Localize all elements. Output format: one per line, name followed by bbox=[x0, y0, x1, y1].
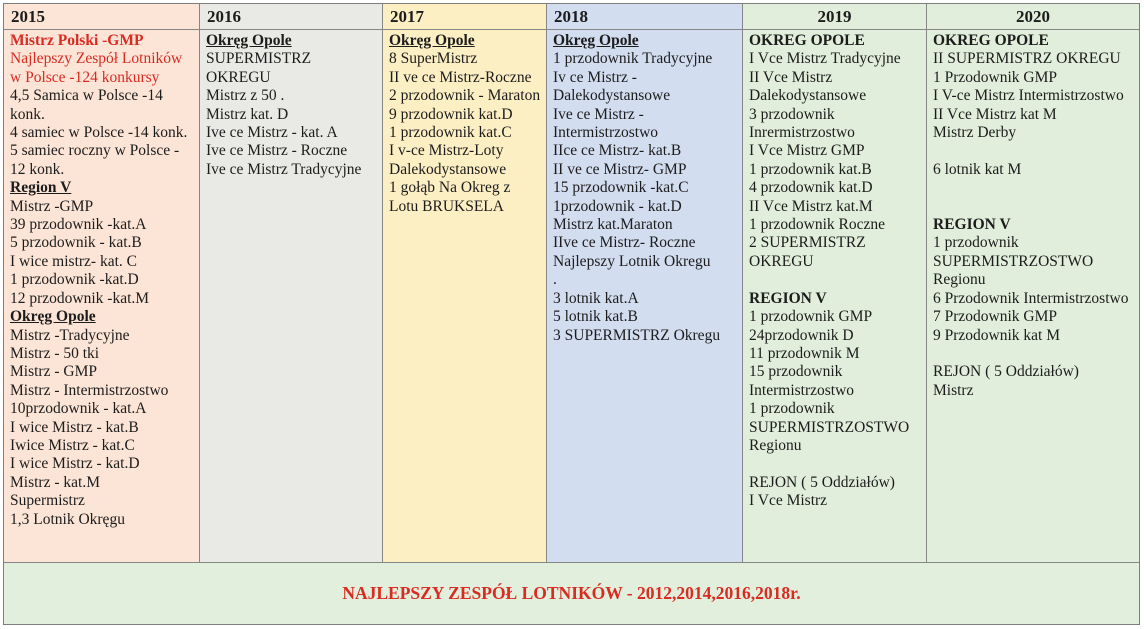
result-line: Okręg Opole bbox=[553, 32, 639, 49]
year-header-2020: 2020 bbox=[927, 4, 1139, 30]
year-column-2018 bbox=[547, 4, 743, 562]
result-line: Mistrz Derby bbox=[933, 124, 1017, 142]
result-line: Iv ce Mistrz - Dalekodystansowe bbox=[553, 68, 671, 105]
result-line bbox=[933, 198, 1135, 216]
result-line: Mistrz Polski -GMP bbox=[10, 32, 144, 49]
result-line: 7 Przodownik GMP bbox=[933, 308, 1058, 326]
result-line: 4 samiec w Polsce -14 konk. bbox=[10, 124, 188, 142]
result-line: 9 przodownik kat.D bbox=[389, 105, 513, 123]
year-columns-row bbox=[4, 4, 1139, 562]
result-line bbox=[933, 142, 1135, 160]
result-line: 1 przodownik Tradycyjne bbox=[553, 50, 713, 68]
result-line: 3 przodownik Inrermistrzostwo bbox=[749, 105, 855, 142]
year-column-2015 bbox=[4, 4, 200, 562]
result-line: 12 przodownik -kat.M bbox=[10, 289, 150, 307]
result-line: 2 SUPERMISTRZ OKREGU bbox=[749, 234, 866, 270]
result-line: Mistrz kat. D bbox=[206, 105, 289, 123]
footer-row bbox=[4, 562, 1139, 624]
year-column-2020 bbox=[927, 4, 1139, 562]
result-line: I v-ce Mistrz-Loty Dalekodystansowe bbox=[389, 142, 507, 178]
result-line: I wice mistrz- kat. C bbox=[10, 252, 137, 270]
result-line: 1 przodownik GMP bbox=[749, 308, 873, 326]
result-line: 39 przodownik -kat.A bbox=[10, 216, 147, 234]
result-line: 9 Przodownik kat M bbox=[933, 326, 1061, 344]
result-line: Ive ce Mistrz Tradycyjne bbox=[206, 160, 362, 178]
year-results-2015 bbox=[4, 30, 199, 531]
result-line: 6 Przodownik Intermistrzostwo bbox=[933, 289, 1129, 307]
result-line: 3 lotnik kat.A bbox=[553, 289, 639, 307]
year-column-2017 bbox=[383, 4, 547, 562]
year-results-2019 bbox=[743, 30, 926, 513]
year-header-2019: 2019 bbox=[743, 4, 926, 30]
year-results-2020 bbox=[927, 30, 1139, 402]
result-line: Mistrz z 50 . bbox=[206, 87, 285, 105]
result-line: I wice Mistrz - kat.B bbox=[10, 418, 139, 436]
result-line: I V-ce Mistrz Intermistrzostwo bbox=[933, 87, 1124, 105]
result-line: 2 przodownik - Maraton bbox=[389, 87, 541, 105]
footer-highlight-text: NAJLEPSZY ZESPÓŁ LOTNIKÓW - 2012,2014,2016,2018r. bbox=[342, 583, 801, 603]
result-line: Mistrz - 50 tki bbox=[10, 344, 100, 362]
result-line: I Vce Mistrz Tradycyjne bbox=[749, 50, 901, 68]
result-line: 1przodownik - kat.D bbox=[553, 197, 682, 215]
year-header-2015: 2015 bbox=[4, 4, 199, 30]
result-line: REJON ( 5 Oddziałów) bbox=[749, 473, 895, 491]
result-line: Ive ce Mistrz - kat. A bbox=[206, 124, 338, 142]
result-line: Ive ce Mistrz - Roczne bbox=[206, 142, 348, 160]
result-line bbox=[933, 345, 1135, 363]
result-line: 5 lotnik kat.B bbox=[553, 308, 638, 326]
result-line: 15 przodownik Intermistrzostwo bbox=[749, 363, 855, 399]
result-line: 4,5 Samica w Polsce -14 konk. bbox=[10, 87, 163, 123]
result-line: Region V bbox=[10, 179, 72, 197]
result-line: REGION V bbox=[749, 289, 827, 307]
year-results-2017 bbox=[383, 30, 546, 218]
result-line: Okręg Opole bbox=[389, 32, 475, 49]
result-line: 1 przodownik -kat.D bbox=[10, 271, 139, 289]
result-line: Iwice Mistrz - kat.C bbox=[10, 436, 135, 454]
year-results-2018 bbox=[547, 30, 742, 347]
result-line: Najlepszy Zespół Lotników w Polsce -124 konkursy bbox=[10, 50, 183, 86]
year-results-2016 bbox=[200, 30, 382, 181]
result-line: 1 gołąb Na Okreg z Lotu BRUKSELA bbox=[389, 179, 511, 215]
result-line: 3 SUPERMISTRZ Okregu bbox=[553, 326, 721, 344]
year-column-2019 bbox=[743, 4, 927, 562]
result-line: I Vce Mistrz bbox=[749, 492, 828, 510]
result-line: 5 samiec roczny w Polsce - 12 konk. bbox=[10, 142, 180, 178]
result-line: SUPERMISTRZ OKREGU bbox=[206, 50, 312, 86]
result-line: 11 przodownik M bbox=[749, 344, 860, 362]
result-line bbox=[749, 455, 922, 473]
result-line: Mistrz - Intermistrzostwo bbox=[10, 381, 169, 399]
result-line: 1 przodownik Roczne bbox=[749, 216, 886, 234]
result-line: 1 przodownik kat.B bbox=[749, 160, 872, 178]
result-line: OKREG OPOLE bbox=[933, 32, 1049, 49]
result-line: 8 SuperMistrz bbox=[389, 50, 478, 68]
result-line: IIve ce Mistrz- Roczne bbox=[553, 234, 696, 252]
result-line: 10przodownik - kat.A bbox=[10, 400, 147, 418]
result-line: Mistrz -Tradycyjne bbox=[10, 326, 130, 344]
result-line: II SUPERMISTRZ OKREGU bbox=[933, 50, 1121, 68]
result-line: IIce ce Mistrz- kat.B bbox=[553, 142, 682, 160]
year-column-2016 bbox=[200, 4, 383, 562]
result-line: 1 Przodownik GMP bbox=[933, 68, 1058, 86]
year-header-2017: 2017 bbox=[383, 4, 546, 30]
result-line: Mistrz - kat.M bbox=[10, 473, 100, 491]
result-line: 1 przodownik SUPERMISTRZOSTWO Regionu bbox=[749, 400, 910, 454]
result-line: 1 przodownik SUPERMISTRZOSTWO Regionu bbox=[933, 234, 1094, 289]
result-line: 4 przodownik kat.D bbox=[749, 179, 873, 197]
result-line: 6 lotnik kat M bbox=[933, 160, 1022, 178]
result-line: Okręg Opole bbox=[10, 308, 96, 326]
result-line: . bbox=[553, 271, 557, 289]
result-line: II ve ce Mistrz- GMP bbox=[553, 160, 687, 178]
result-line: Okręg Opole bbox=[206, 32, 292, 49]
result-line: I wice Mistrz - kat.D bbox=[10, 455, 140, 473]
result-line: 5 przodownik - kat.B bbox=[10, 234, 142, 252]
result-line bbox=[749, 271, 922, 289]
result-line: II ve ce Mistrz-Roczne bbox=[389, 68, 532, 86]
result-line: Najlepszy Lotnik Okregu bbox=[553, 252, 711, 270]
result-line: 24przodownik D bbox=[749, 326, 854, 344]
result-line bbox=[933, 179, 1135, 197]
result-line: 1 przodownik kat.C bbox=[389, 124, 512, 142]
result-line: REGION V bbox=[933, 216, 1011, 234]
result-line: Ive ce Mistrz - Intermistrzostwo bbox=[553, 105, 659, 142]
result-line: Mistrz bbox=[933, 381, 974, 399]
result-line: REJON ( 5 Oddziałów) bbox=[933, 363, 1079, 381]
result-line: II Vce Mistrz kat.M bbox=[749, 197, 873, 215]
result-line: 1,3 Lotnik Okręgu bbox=[10, 510, 125, 528]
result-line: 15 przodownik -kat.C bbox=[553, 179, 689, 197]
year-header-2018: 2018 bbox=[547, 4, 742, 30]
result-line: OKREG OPOLE bbox=[749, 32, 865, 49]
achievements-table bbox=[3, 3, 1140, 625]
result-line: Supermistrz bbox=[10, 492, 85, 510]
result-line: II Vce Mistrz kat M bbox=[933, 105, 1057, 123]
year-header-2016: 2016 bbox=[200, 4, 382, 30]
result-line: Mistrz -GMP bbox=[10, 197, 94, 215]
result-line: II Vce Mistrz Dalekodystansowe bbox=[749, 68, 867, 105]
result-line: Mistrz kat.Maraton bbox=[553, 216, 673, 234]
result-line: Mistrz - GMP bbox=[10, 363, 97, 381]
result-line: I Vce Mistrz GMP bbox=[749, 142, 865, 160]
